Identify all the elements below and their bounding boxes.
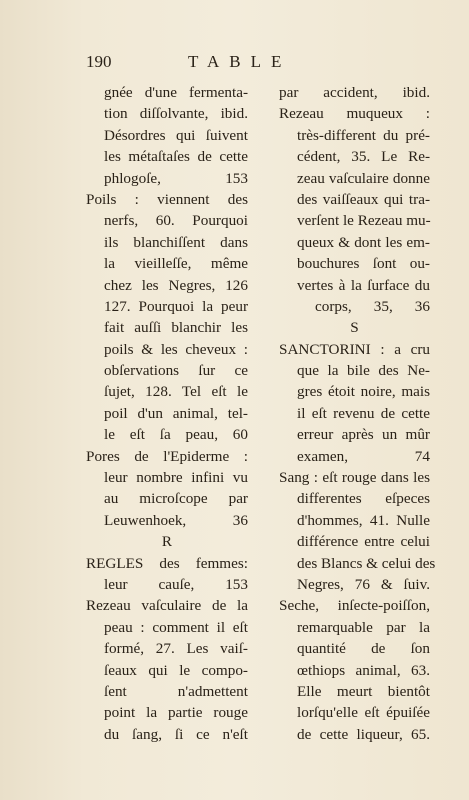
index-line: ils blanchiſſent dans [104, 233, 248, 251]
index-line: vertes à la ſurface du [297, 276, 430, 294]
index-line: œthiops animal, 63. [297, 661, 430, 679]
running-title: TABLE [188, 52, 292, 71]
index-line: Sang : eſt rouge dans les [279, 469, 430, 487]
index-line: erreur après un mûr [297, 426, 430, 444]
index-line: remarquable par la [297, 618, 430, 636]
index-line: cédent, 35. Le Re- [297, 148, 430, 166]
index-line: SANCTORINI : a cru [279, 340, 430, 358]
index-line: poils & les cheveux : [104, 340, 248, 358]
page-number: 190 [86, 52, 112, 71]
index-line: ſeaux qui le compo- [104, 661, 248, 679]
index-line: Negres, 76 & ſuiv. [297, 575, 430, 593]
index-line: les métaſtaſes de cette [104, 148, 248, 166]
index-line: que la bile des Ne- [297, 362, 430, 380]
index-line: poil d'un animal, tel- [104, 404, 248, 422]
index-line: queux & dont les em- [297, 233, 430, 251]
index-line: formé, 27. Les vaiſ- [104, 640, 248, 658]
index-line: très-different du pré- [297, 126, 430, 144]
index-line: verſent le Rezeau mu- [297, 212, 431, 230]
index-line: gnée d'une fermenta- [104, 84, 248, 101]
index-line: Leuwenhoek, 36 [104, 511, 248, 529]
index-line: Seche, inſecte-poiſſon, [279, 597, 430, 615]
index-line: leur nombre infini vu [104, 469, 248, 487]
index-line: fait auſſi blanchir les [104, 319, 248, 337]
index-line: nerfs, 60. Pourquoi [104, 212, 248, 230]
index-column-left [86, 82, 248, 745]
index-line: Désordres qui ſuivent [104, 126, 248, 144]
index-line: leur cauſe, 153 [104, 575, 248, 593]
index-line: Poils : viennent des [86, 190, 248, 208]
index-line: le eſt ſa peau, 60 [104, 426, 248, 444]
index-line: phlogoſe, 153 [104, 169, 248, 187]
index-line: du ſang, ſi ce n'eſt [104, 725, 248, 743]
index-column-right [279, 82, 436, 745]
index-line: zeau vaſculaire donne [297, 169, 430, 187]
index-line: Rezeau vaſculaire de la [86, 597, 248, 615]
index-line: par accident, ibid. [279, 84, 430, 101]
index-line: obſervations ſur ce [104, 362, 248, 380]
section-letter: S [350, 319, 359, 337]
index-line: d'hommes, 41. Nulle [297, 511, 430, 529]
index-line: lorſqu'elle eſt épuiſée [297, 704, 430, 722]
index-line: 127. Pourquoi la peur [104, 297, 248, 315]
index-line: des vaiſſeaux qui tra- [297, 190, 430, 208]
index-line: point la partie rouge [104, 704, 248, 722]
index-line: differentes eſpeces [297, 490, 430, 508]
index-line: quantité de ſon [297, 640, 430, 658]
index-line: peau : comment il eſt [104, 618, 248, 636]
index-line: ſujet, 128. Tel eſt le [104, 383, 248, 401]
index-line: bouchures ſont ou- [297, 255, 430, 273]
index-line: gres étoit noire, mais [297, 383, 430, 401]
index-line: Elle meurt bientôt [297, 682, 430, 700]
index-line: ſent n'admettent [104, 682, 248, 700]
index-line: chez les Negres, 126 [104, 276, 248, 294]
section-letter: R [161, 533, 173, 551]
index-line: des Blancs & celui des [297, 554, 436, 572]
index-line: tion diſſolvante, ibid. [104, 105, 248, 123]
index-line: la vieilleſſe, même [104, 255, 248, 273]
page-header [0, 52, 469, 76]
index-line: différence entre celui [297, 533, 430, 551]
index-line: examen, 74 [297, 447, 430, 465]
index-line: il eſt revenu de cette [297, 404, 430, 422]
index-line: REGLES des femmes: [86, 554, 248, 572]
index-line: au microſcope par [104, 490, 248, 508]
index-line: Pores de l'Epiderme : [86, 447, 248, 465]
index-line: corps, 35, 36 [315, 297, 430, 315]
index-line: Rezeau muqueux : [279, 105, 430, 123]
index-line: de cette liqueur, 65. [297, 725, 430, 743]
